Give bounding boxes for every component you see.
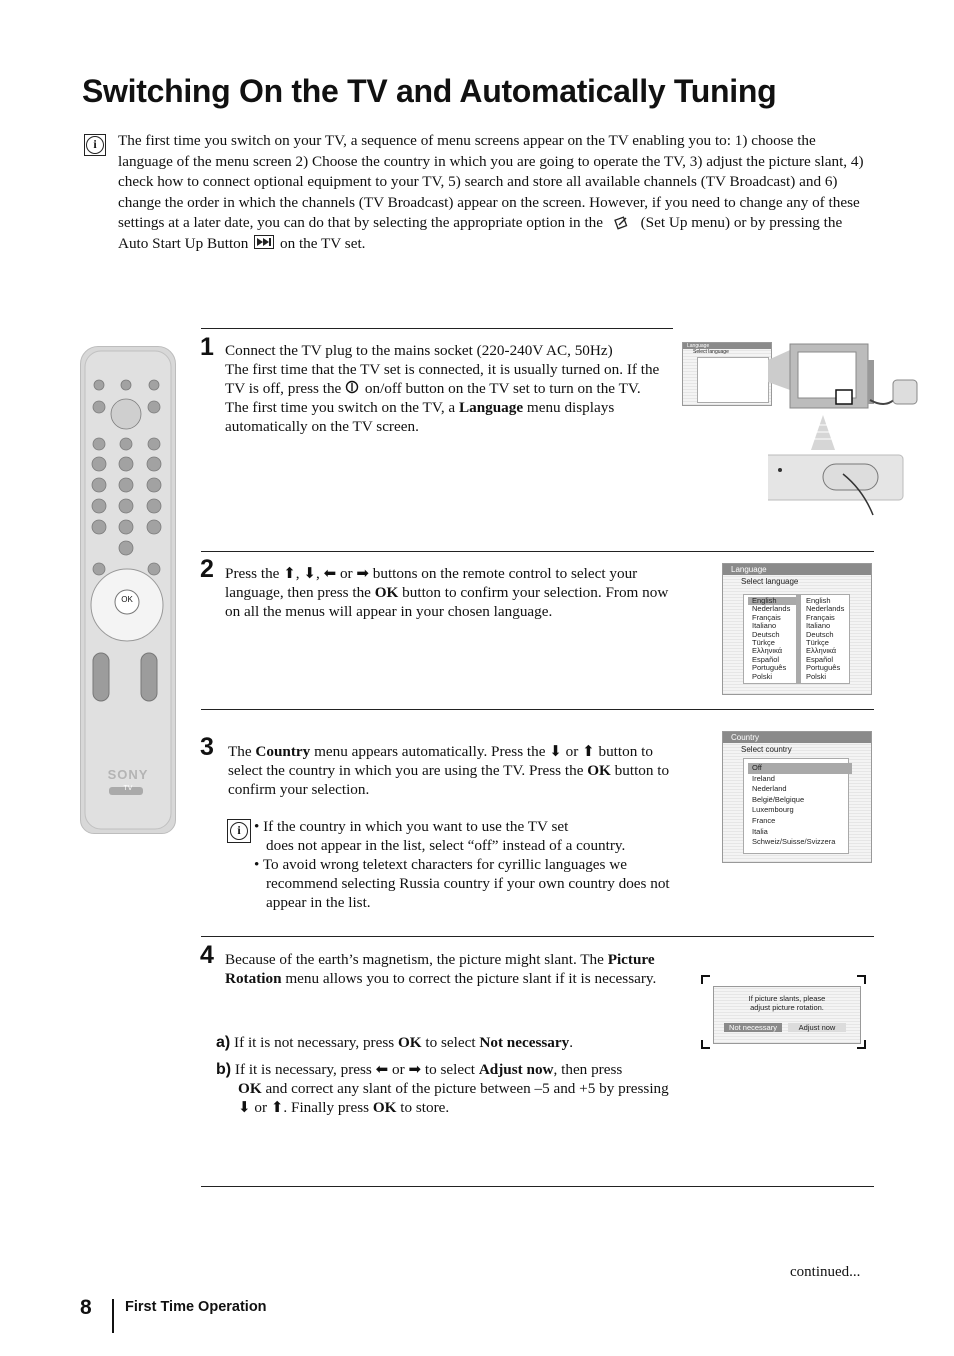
small-menu-caption: Select language bbox=[693, 349, 729, 355]
small-menu-list bbox=[697, 357, 769, 403]
option-b-2: to select bbox=[424, 1061, 476, 1078]
step1-para3 bbox=[225, 398, 670, 436]
language-left-item: English bbox=[748, 597, 798, 605]
bottom-rule bbox=[201, 1186, 874, 1187]
language-right-item: Italiano bbox=[806, 621, 831, 631]
country-item: Luxembourg bbox=[752, 805, 794, 815]
step1-rule bbox=[201, 328, 673, 329]
language-menu-title: Language bbox=[723, 564, 871, 575]
rotation-menu bbox=[713, 986, 861, 1044]
info-icon: i bbox=[227, 819, 251, 843]
step3-b: menu appears automatically. Press the bbox=[314, 743, 546, 760]
rotation-message bbox=[714, 987, 860, 1012]
step1-para3b: menu displays automatically on the TV screen. bbox=[225, 399, 615, 435]
step3-text bbox=[228, 742, 670, 799]
left-arrow-icon: ⬅ bbox=[375, 1060, 389, 1078]
country-items bbox=[744, 763, 852, 848]
country-menu-title: Country bbox=[723, 732, 871, 743]
step2-rule bbox=[201, 551, 874, 552]
language-left-item: Português bbox=[752, 663, 787, 673]
option-b-3: , then press bbox=[553, 1061, 623, 1078]
step1-para2a: The first time that the TV set is connected, it is usually turned on. If the TV is off, press the bbox=[225, 361, 660, 397]
country-list bbox=[743, 758, 849, 854]
language-right-item: Nederlands bbox=[806, 604, 845, 614]
option-b-continued bbox=[216, 1079, 671, 1117]
step2-text: Press the ⬆, ⬇, ⬅ or ➡ buttons on the remote control to select your language, then press the OK button to confirm your selection. From now on all the menus will appear in your chosen language. bbox=[225, 564, 669, 620]
footer-divider bbox=[112, 1299, 114, 1333]
step3-rule bbox=[201, 709, 874, 710]
intro-part3: on the TV set. bbox=[279, 234, 366, 252]
option-a-1: If it is not necessary, press bbox=[234, 1034, 395, 1051]
country-item: France bbox=[752, 815, 776, 825]
down-arrow-icon: ⬇ bbox=[238, 1098, 251, 1116]
language-right-item: Deutsch bbox=[806, 629, 834, 639]
language-left-item: Nederlands bbox=[752, 604, 791, 614]
country-item: Nederland bbox=[752, 784, 787, 794]
option-b-5: . Finally press bbox=[283, 1099, 370, 1116]
step1-para1: Connect the TV plug to the mains socket (220-240V AC, 50Hz) bbox=[225, 342, 613, 359]
option-a-2: to select bbox=[425, 1034, 476, 1051]
option-b-4: and correct any slant of the picture between –5 and +5 by pressing bbox=[265, 1080, 669, 1097]
power-icon bbox=[345, 380, 361, 393]
language-right-item: Português bbox=[806, 663, 841, 673]
remote-ok-button: OK bbox=[121, 595, 133, 604]
language-left-item: Polski bbox=[752, 671, 773, 681]
down-arrow-icon: ⬇ bbox=[303, 564, 316, 582]
country-menu-caption: Select country bbox=[741, 745, 792, 754]
step4-b: menu allows you to correct the picture slant if it is necessary. bbox=[285, 970, 657, 987]
country-item: België/Belgique bbox=[752, 794, 805, 804]
language-left-item: Deutsch bbox=[752, 629, 780, 639]
ok-bold: OK bbox=[374, 584, 399, 601]
step4-option-b bbox=[216, 1060, 671, 1117]
up-arrow-icon: ⬆ bbox=[582, 742, 595, 760]
adjust-now-bold: Adjust now bbox=[478, 1061, 554, 1078]
language-right-item: Polski bbox=[806, 671, 827, 681]
continued-text: continued... bbox=[790, 1264, 861, 1280]
down-arrow-icon: ⬇ bbox=[549, 742, 562, 760]
option-a-3: . bbox=[569, 1034, 574, 1051]
option-b-1: If it is necessary, press bbox=[234, 1061, 372, 1078]
step3-a: The bbox=[228, 743, 252, 760]
step2-number: 2 bbox=[200, 555, 214, 583]
language-left-item: Español bbox=[752, 654, 780, 664]
country-item: Off bbox=[748, 763, 852, 774]
step1-number: 1 bbox=[200, 333, 214, 361]
option-b-or2: or bbox=[254, 1099, 268, 1116]
page-number: 8 bbox=[80, 1296, 92, 1319]
picture-rotation-bold: Picture Rotation bbox=[225, 951, 655, 987]
country-item: Italia bbox=[752, 826, 768, 836]
step4-text bbox=[225, 950, 671, 988]
not-necessary-option: Not necessary bbox=[724, 1023, 782, 1032]
language-left-item: Ελληνικά bbox=[752, 646, 783, 656]
country-bold: Country bbox=[255, 743, 311, 760]
language-right-item: Ελληνικά bbox=[806, 646, 837, 656]
remote-tv-label: TV bbox=[123, 785, 133, 792]
remote-control-image bbox=[80, 346, 176, 834]
step3-number: 3 bbox=[200, 733, 214, 761]
step3-d: button to confirm your selection. bbox=[228, 762, 670, 798]
step1-para3a: The first time you switch on the TV, a bbox=[225, 399, 456, 416]
step4-option-a bbox=[216, 1033, 671, 1052]
intro-part2: (Set Up menu) or by pressing the Auto Start Up Button bbox=[118, 214, 843, 252]
left-arrow-icon: ⬅ bbox=[323, 564, 337, 582]
language-list bbox=[743, 594, 850, 684]
language-list-left bbox=[744, 597, 798, 681]
option-a-label: a) bbox=[216, 1034, 231, 1051]
language-left-item: Italiano bbox=[752, 621, 777, 631]
step4-rule bbox=[201, 936, 874, 937]
small-language-menu bbox=[682, 342, 772, 406]
section-name: First Time Operation bbox=[125, 1299, 267, 1315]
up-arrow-icon: ⬆ bbox=[270, 1098, 284, 1116]
right-arrow-icon: ➡ bbox=[408, 1060, 422, 1078]
adjust-now-option: Adjust now bbox=[788, 1023, 846, 1032]
step2-c: buttons on the remote control to select your language, then press the bbox=[225, 565, 638, 601]
ok-bold: OK bbox=[238, 1080, 262, 1097]
ok-bold: OK bbox=[397, 1034, 422, 1051]
ok-bold: OK bbox=[587, 762, 611, 779]
language-list-right bbox=[798, 597, 852, 681]
not-necessary-bold: Not necessary bbox=[479, 1034, 570, 1051]
language-menu-caption: Select language bbox=[741, 577, 799, 586]
ok-bold: OK bbox=[372, 1099, 397, 1116]
step1-text bbox=[225, 341, 670, 436]
step2-or: or bbox=[339, 565, 353, 582]
page-title: Switching On the TV and Automatically Tuning bbox=[82, 73, 777, 109]
language-right-item: Türkçe bbox=[806, 638, 829, 648]
language-bold: Language bbox=[458, 399, 524, 416]
language-right-item: Français bbox=[806, 612, 835, 622]
step4-number: 4 bbox=[200, 941, 214, 969]
picture-rotation-screenshot bbox=[700, 974, 867, 1050]
language-right-item: English bbox=[806, 596, 831, 605]
step1-para2b: on/off button on the TV set to turn on the TV. bbox=[364, 380, 641, 397]
option-b-label: b) bbox=[216, 1061, 232, 1078]
note2: • To avoid wrong teletext characters for cyrillic languages we recommend selecting Russia country if your own country does not appear in the list. bbox=[254, 856, 670, 911]
country-item: Ireland bbox=[752, 773, 775, 783]
setup-menu-icon bbox=[607, 213, 637, 234]
step2-a: Press the bbox=[225, 565, 280, 582]
step3-notes bbox=[254, 817, 672, 912]
option-b-or: or bbox=[392, 1061, 405, 1078]
intro-text bbox=[118, 131, 874, 255]
rotation-line2: adjust picture rotation. bbox=[750, 1003, 824, 1012]
step1-para2 bbox=[225, 360, 670, 398]
language-left-item: Türkçe bbox=[752, 638, 775, 648]
intro-part1: The first time you switch on your TV, a sequence of menu screens appear on the TV enabling you to: 1) choose the language of the menu screen 2) Choose the country in which you are going to operate the TV, 3) adjust the picture slant, 4) check how to connect optional equipment to your TV, 5) search and store all available channels (TV Broadcast) and 6) change the order in which the channels (TV Broadcast) appear on the screen. However, if you need to change any of these settings at a later date, you can do that by selecting the appropriate option in the bbox=[118, 132, 864, 232]
right-arrow-icon: ➡ bbox=[356, 564, 369, 582]
language-right-item: Español bbox=[806, 654, 834, 664]
language-menu-screenshot bbox=[722, 563, 872, 695]
step3-or: or bbox=[565, 743, 579, 760]
country-item: Schweiz/Suisse/Svizzera bbox=[752, 837, 836, 847]
language-left-item: Français bbox=[752, 612, 781, 622]
remote-brand-logo: SONY bbox=[107, 767, 149, 782]
note1-line2: does not appear in the list, select “off” instead of a country. bbox=[266, 837, 626, 854]
tv-connection-illustration bbox=[680, 340, 925, 525]
small-menu-title: Language bbox=[683, 343, 771, 349]
auto-start-up-icon bbox=[252, 234, 276, 255]
rotation-line1: If picture slants, please bbox=[748, 994, 826, 1003]
step2-d: button to confirm your selection. From now on all the menus will appear in your chosen language. bbox=[225, 584, 669, 620]
option-b-6: to store. bbox=[400, 1099, 450, 1116]
step4-a: Because of the earth’s magnetism, the picture might slant. The bbox=[225, 951, 604, 968]
country-menu-screenshot bbox=[722, 731, 872, 863]
up-arrow-icon: ⬆ bbox=[283, 564, 296, 582]
step3-c: button to select the country in which you are using the TV. Press the bbox=[228, 743, 653, 779]
info-icon: i bbox=[84, 134, 106, 156]
note1-line1: • If the country in which you want to use the TV set bbox=[254, 818, 569, 835]
